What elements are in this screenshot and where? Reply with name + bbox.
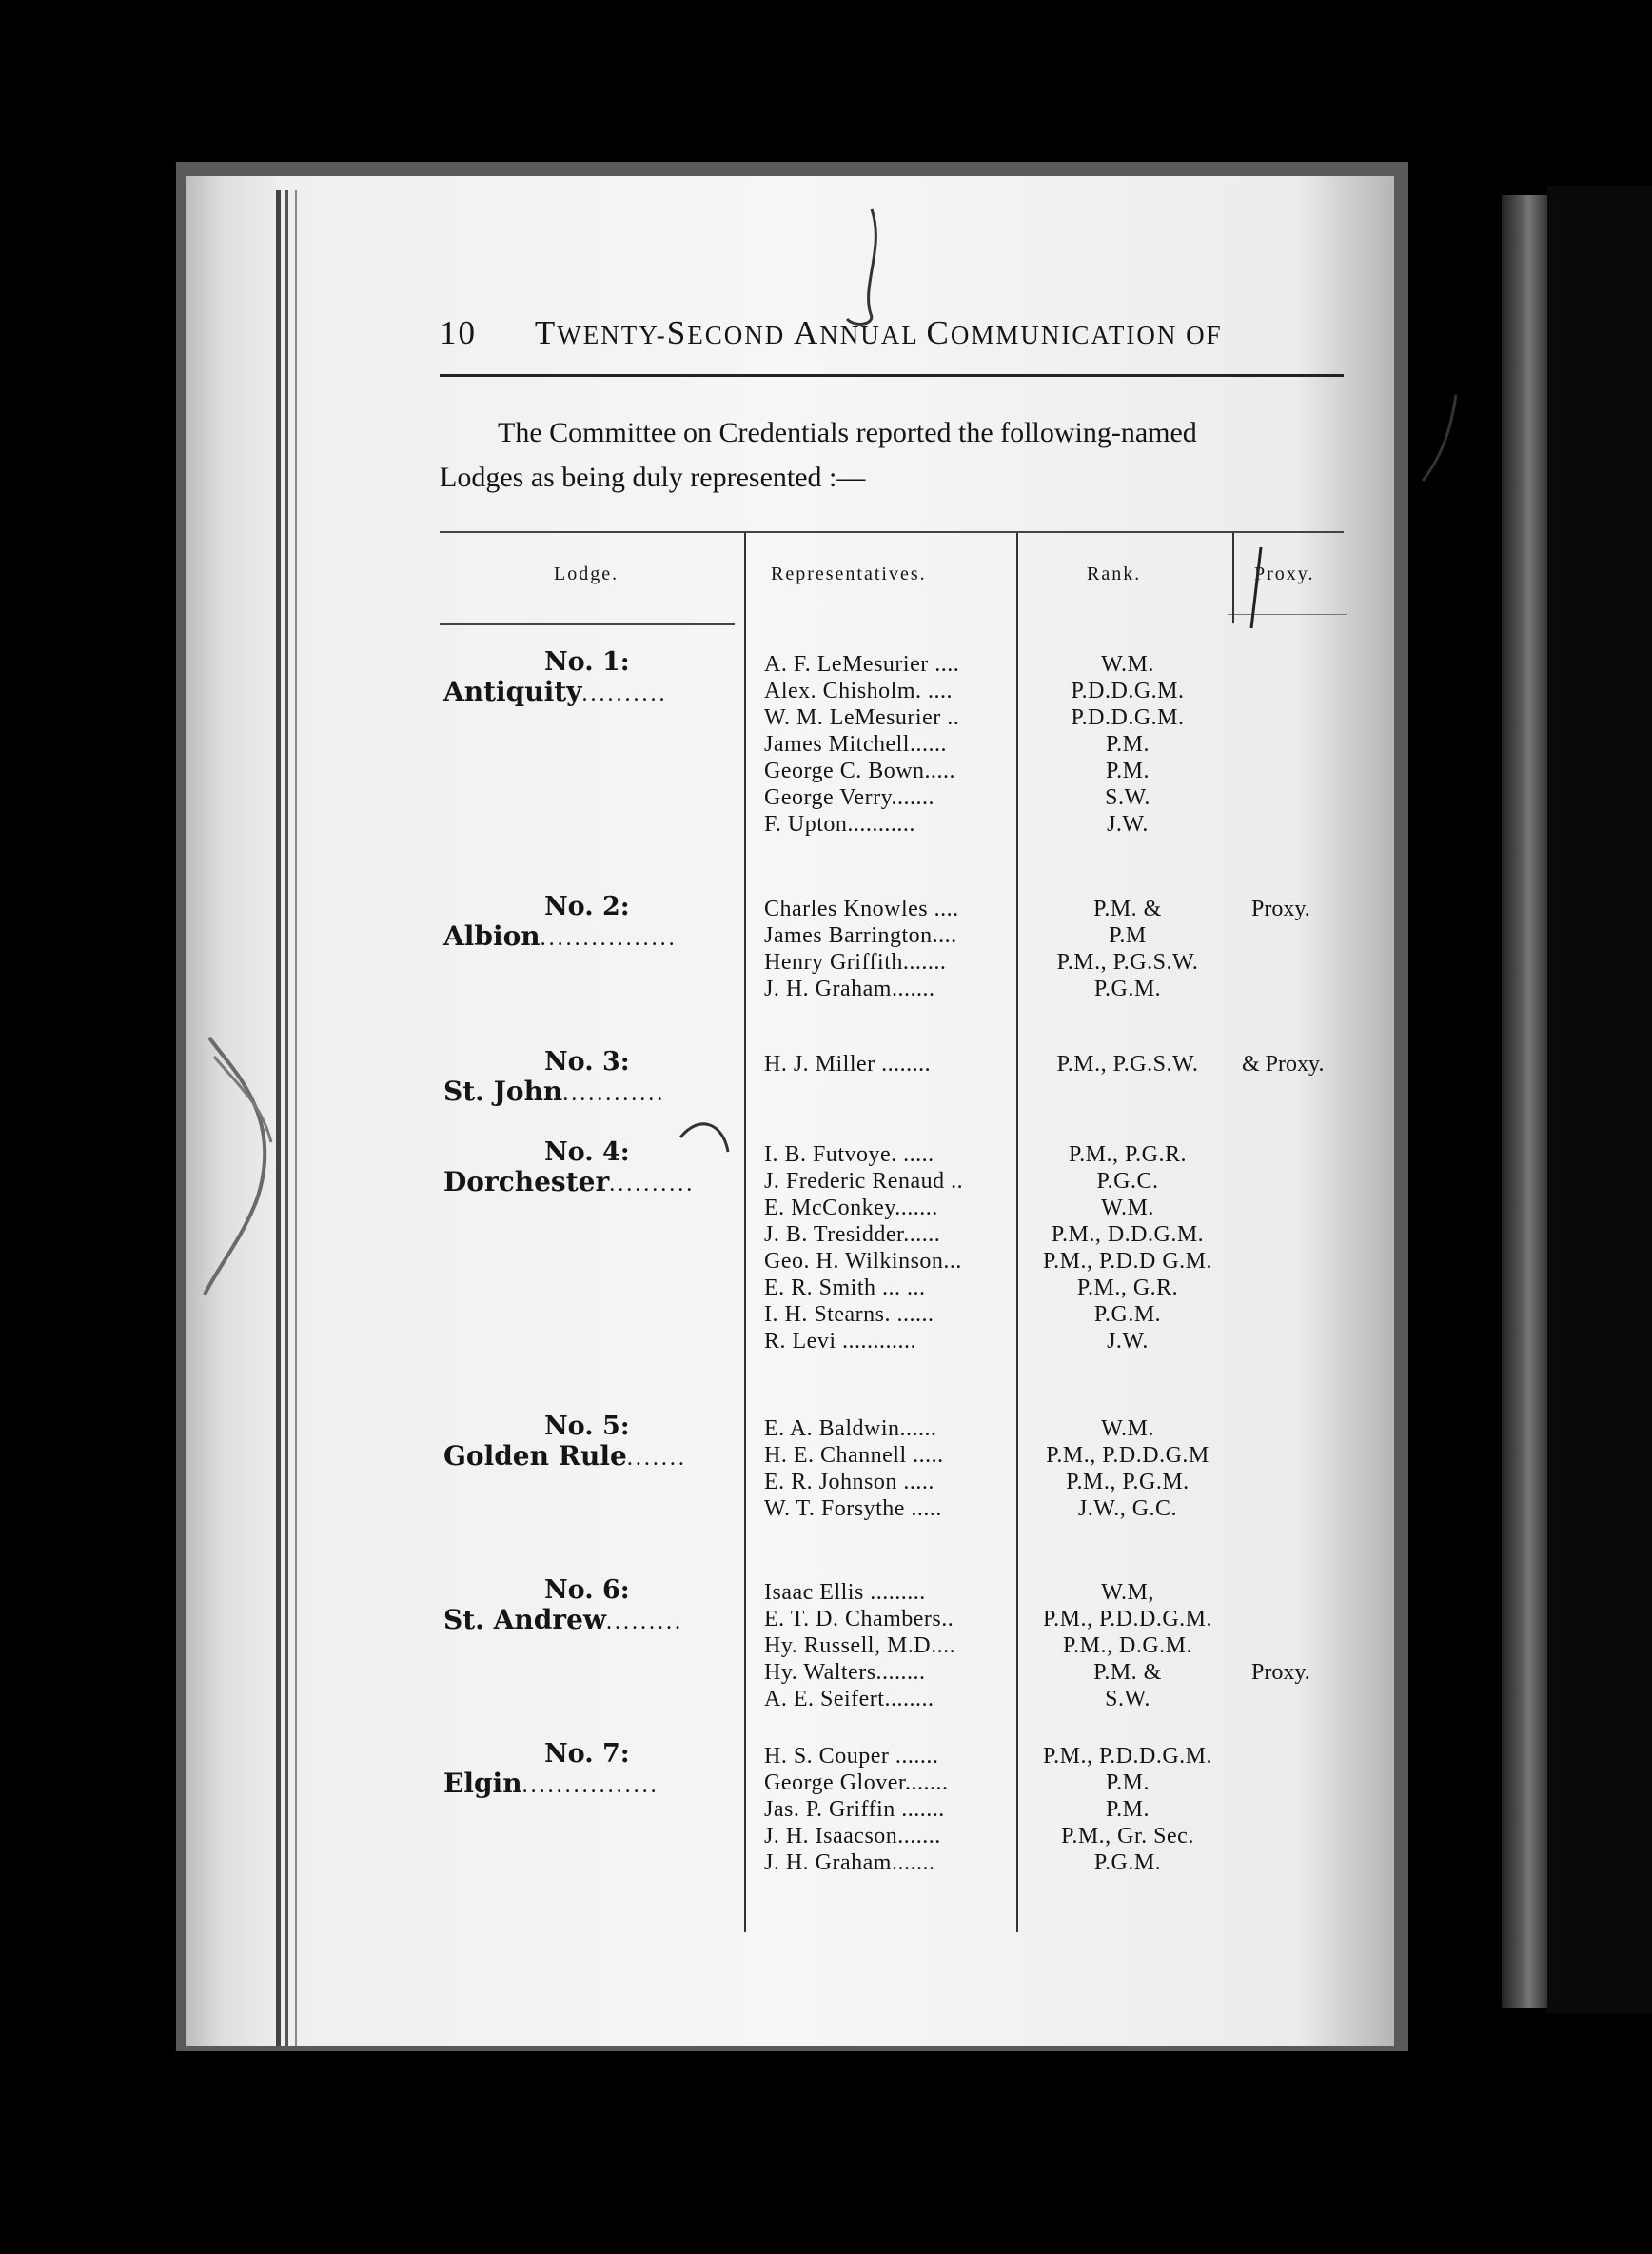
representative: I. B. Futvoye. ..... — [764, 1142, 934, 1167]
representative: George Verry....... — [764, 785, 935, 810]
representative: W. M. LeMesurier .. — [764, 705, 960, 730]
header-proxy: Proxy. — [1254, 564, 1315, 584]
lodge-name: Dorchester — [443, 1166, 610, 1197]
representative: W. T. Forsythe ..... — [764, 1496, 942, 1521]
rank: P.G.C. — [1096, 1169, 1159, 1194]
representative: Henry Griffith....... — [764, 950, 947, 975]
representative: A. E. Seifert........ — [764, 1687, 934, 1711]
rank: P.D.D.G.M. — [1071, 679, 1185, 703]
rank: W.M. — [1101, 1196, 1154, 1220]
lodge-name: St. John — [443, 1076, 563, 1107]
rank: P.M. — [1105, 1797, 1150, 1822]
rank: S.W. — [1105, 1687, 1150, 1711]
rank: P.M., P.D.D.G.M. — [1042, 1607, 1213, 1631]
representative: Charles Knowles .... — [764, 897, 959, 921]
representative: J. Frederic Renaud .. — [764, 1169, 964, 1194]
rank: P.G.M. — [1093, 977, 1162, 1001]
rank: P.M., P.D.D.G.M. — [1042, 1744, 1213, 1769]
representative: J. B. Tresidder...... — [764, 1222, 941, 1247]
leader-dots: ......... — [605, 1610, 683, 1634]
rank: P.M. & — [1093, 897, 1162, 921]
title-part: T — [534, 314, 558, 351]
representative: H. S. Couper ....... — [764, 1744, 939, 1769]
representative: J. H. Graham....... — [764, 977, 935, 1001]
representative: E. R. Smith ... ... — [764, 1275, 926, 1300]
lodge-number: No. 2: — [544, 892, 630, 921]
title-part: WENTY- — [557, 321, 667, 349]
title-part: OMMUNICATION — [950, 321, 1187, 349]
rank: J.W. — [1107, 1329, 1149, 1354]
leader-dots: ............ — [562, 1081, 666, 1106]
representative: R. Levi ............ — [764, 1329, 916, 1354]
representative: I. H. Stearns. ...... — [764, 1302, 934, 1327]
representative: F. Upton........... — [764, 812, 915, 837]
intro-line-2: Lodges as being duly represented :— — [440, 462, 866, 493]
representative: E. T. D. Chambers.. — [764, 1607, 954, 1631]
representative: E. McConkey....... — [764, 1196, 938, 1220]
proxy-note: Proxy. — [1251, 1660, 1310, 1685]
rank: W.M. — [1101, 1416, 1154, 1441]
lodge-number: No. 3: — [544, 1047, 630, 1077]
rank: J.W., G.C. — [1077, 1496, 1178, 1521]
rank: P.M., P.D.D.G.M — [1046, 1443, 1210, 1468]
leader-dots: ....... — [626, 1446, 687, 1471]
rank: P.M. — [1105, 732, 1150, 757]
title-part: C — [926, 314, 951, 351]
representative: H. J. Miller ........ — [764, 1052, 932, 1077]
rank: P.M. — [1105, 1770, 1150, 1795]
rank: P.G.M. — [1093, 1302, 1162, 1327]
rank: P.D.D.G.M. — [1071, 705, 1185, 730]
rank: P.M., G.R. — [1076, 1275, 1179, 1300]
representative: H. E. Channell ..... — [764, 1443, 944, 1468]
proxy-note: Proxy. — [1251, 897, 1310, 921]
rank: W.M, — [1101, 1580, 1154, 1605]
title-part: OF — [1186, 321, 1223, 349]
representative: E. A. Baldwin...... — [764, 1416, 937, 1441]
representative: J. H. Graham....... — [764, 1850, 935, 1875]
rank: P.M., P.G.R. — [1068, 1142, 1188, 1167]
lodge-number: No. 4: — [544, 1137, 630, 1167]
title-part: A — [793, 314, 820, 351]
lodge-number: No. 6: — [544, 1575, 630, 1605]
rank: P.M — [1109, 923, 1147, 948]
header-representatives: Representatives. — [771, 564, 927, 584]
rank: P.G.M. — [1093, 1850, 1162, 1875]
representative: E. R. Johnson ..... — [764, 1470, 934, 1494]
title-part: NNUAL — [819, 321, 927, 349]
title-part: ECOND — [687, 321, 794, 349]
representative: Isaac Ellis ......... — [764, 1580, 926, 1605]
header-rank: Rank. — [1087, 564, 1142, 584]
lodge-number: No. 5: — [544, 1412, 630, 1441]
rank: P.M., P.G.M. — [1066, 1470, 1190, 1494]
representative: Alex. Chisholm. .... — [764, 679, 954, 703]
rank: J.W. — [1107, 812, 1149, 837]
rank: P.M., P.G.S.W. — [1056, 1052, 1199, 1077]
lodge-name: Albion — [443, 920, 541, 952]
page-number: 10 — [440, 314, 477, 351]
representative: James Mitchell...... — [764, 732, 947, 757]
representative: A. F. LeMesurier .... — [764, 652, 960, 677]
leader-dots: ................ — [540, 926, 678, 951]
rank: P.M., Gr. Sec. — [1061, 1824, 1194, 1849]
leader-dots: .......... — [609, 1172, 696, 1196]
rank: P.M., D.D.G.M. — [1051, 1222, 1205, 1247]
title-part: S — [666, 314, 688, 351]
representative: Hy. Walters........ — [764, 1660, 926, 1685]
rank: P.M. — [1105, 759, 1150, 783]
proxy-note: & Proxy. — [1242, 1052, 1325, 1077]
representative: George Glover....... — [764, 1770, 949, 1795]
lodge-name: Elgin — [443, 1768, 522, 1799]
leader-dots: ................ — [521, 1773, 659, 1798]
header-lodge: Lodge. — [554, 564, 620, 584]
representative: Hy. Russell, M.D.... — [764, 1633, 956, 1658]
rank: W.M. — [1101, 652, 1154, 677]
lodge-name: Antiquity — [443, 676, 582, 707]
lodge-number: No. 7: — [544, 1739, 630, 1769]
lodge-name: St. Andrew — [443, 1604, 606, 1635]
rank: P.M., P.G.S.W. — [1056, 950, 1199, 975]
representative: George C. Bown..... — [764, 759, 956, 783]
representative: Jas. P. Griffin ....... — [764, 1797, 945, 1822]
leader-dots: .......... — [581, 682, 668, 706]
representative: Geo. H. Wilkinson... — [764, 1249, 962, 1274]
intro-line-1: The Committee on Credentials reported the following-named — [498, 417, 1197, 448]
rank: P.M., D.G.M. — [1062, 1633, 1193, 1658]
representative: J. H. Isaacson....... — [764, 1824, 941, 1849]
lodge-name: Golden Rule — [443, 1440, 627, 1472]
lodge-number: No. 1: — [544, 647, 630, 677]
rank: P.M. & — [1093, 1660, 1162, 1685]
rank: S.W. — [1105, 785, 1150, 810]
representative: James Barrington.... — [764, 923, 957, 948]
rank: P.M., P.D.D G.M. — [1042, 1249, 1213, 1274]
